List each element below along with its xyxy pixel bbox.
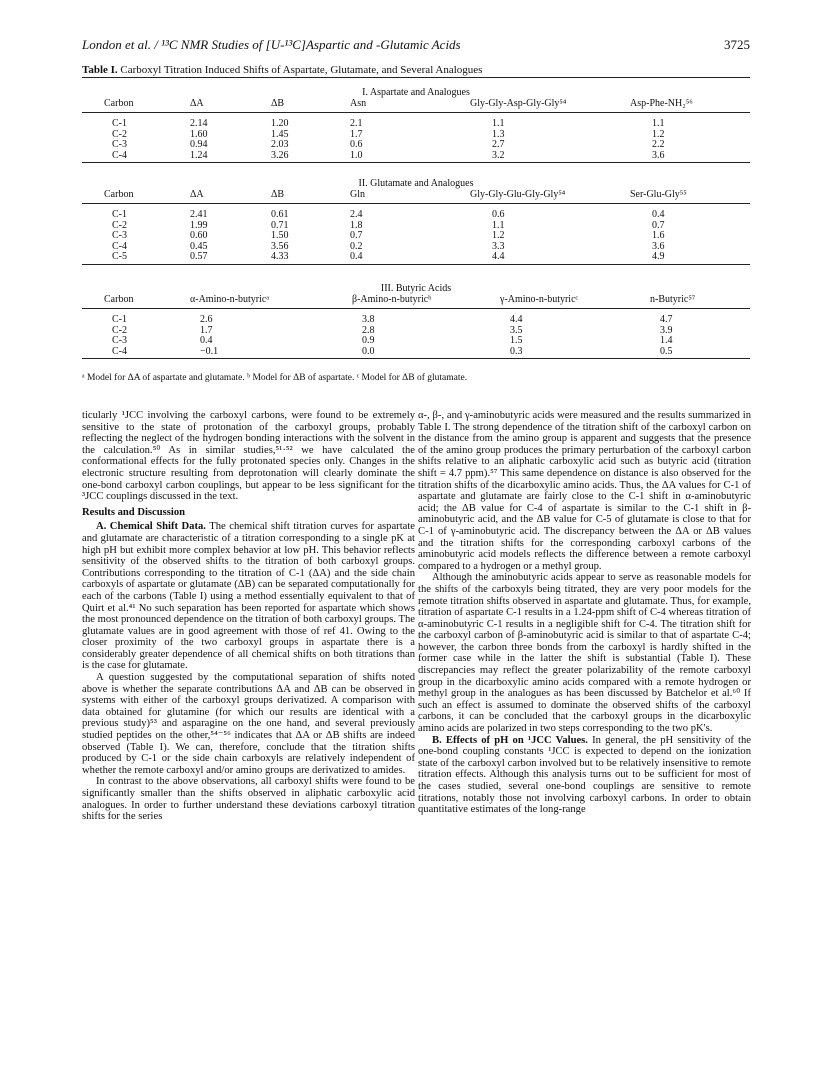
table-cell: 0.94	[190, 139, 208, 150]
table-row-label: C-4	[112, 345, 127, 357]
table-cell: 3.8	[362, 314, 375, 325]
table-cell: 1.45	[271, 128, 289, 140]
table-header-cell: Gly-Gly-Glu-Gly-Gly⁵⁴	[470, 189, 566, 200]
table-caption-label: Table I.	[82, 64, 118, 76]
table-cell: 2.1	[350, 118, 363, 129]
table-header-cell: Carbon	[104, 294, 134, 305]
table-cell: 4.9	[652, 251, 665, 262]
table-cell: 1.8	[350, 219, 363, 231]
table-section-title: II. Glutamate and Analogues	[358, 178, 474, 189]
table-cell: 4.7	[660, 314, 673, 325]
paragraph: ticularly ¹JCC involving the carboxyl carbons, were found to be extremely sensitive to the state of protonation of the carboxyl groups, probably reflecting the neglect of the hydrogen bonding interactions with the solvent in the calculation.⁵⁰ As in similar studies,⁵¹·⁵² we have calculated the conformational effects for the fully protonated species only. Changes in the electronic structure resulting from deprotonation will clearly dominate the one-bond carboxyl carbon couplings, but appear to be less significant for the ³JCC couplings discussed in the text.	[82, 410, 415, 503]
table-cell: 0.4	[350, 251, 363, 262]
table-cell: 3.26	[271, 149, 289, 161]
table-cell: 1.1	[492, 118, 505, 129]
table-section-title: III. Butyric Acids	[380, 283, 452, 294]
table-row-label: C-1	[112, 209, 127, 220]
table-cell: 2.4	[350, 209, 363, 220]
table-row-label: C-3	[112, 335, 127, 346]
table-cell: 1.0	[350, 149, 363, 161]
table-cell: 4.4	[510, 314, 523, 325]
table-rule	[82, 77, 750, 78]
table-cell: 0.9	[362, 335, 375, 346]
table-cell: 2.2	[652, 139, 665, 150]
table-cell: 0.45	[190, 240, 208, 252]
table-header-cell: Asn	[350, 98, 367, 109]
table-cell: 2.7	[492, 139, 505, 150]
table-cell: 3.5	[510, 324, 523, 336]
table-rule	[82, 203, 750, 204]
page-number: 3725	[724, 37, 750, 52]
table-cell: 2.6	[200, 314, 213, 325]
table-header-cell: Gly-Gly-Asp-Gly-Gly⁵⁴	[470, 98, 567, 109]
table-cell: 0.71	[271, 219, 289, 231]
paragraph-text: The chemical shift titration curves for aspartate and glutamate are characteristic of a titration corresponding to a single pK at high pH but exhibit more complex behavior at low pH. This behavior reflects sensitivity of the observed shifts to the titration of both carboxyl groups. Contributions corresponding to the titration of C-1 (ΔA) and the side chain carboxyls of aspartate or glutamate (ΔB) can be separated computationally for each of the carbons (Table I) using a method essentially equivalent to that of Quirt et al.⁴¹ No such separation has been reported for aspartate which shows the most pronounced dependence on the titration of both carboxyl groups. The glutamate values are in good agreement with those of ref 41. Owing to the closer proximity of the two carboxyl groups in aspartate there is a considerably greater dependence of all chemical shifts on both titrations than is the case for glutamate.	[82, 521, 415, 672]
table-cell: 0.2	[350, 240, 363, 252]
table-cell: 2.03	[271, 139, 289, 150]
table-header-cell: α-Amino-n-butyricᵃ	[190, 294, 270, 305]
table-cell: 0.7	[652, 219, 665, 231]
paragraph: Although the aminobutyric acids appear to serve as reasonable models for the shifts of the carboxyls being titrated, they are very poor models for the remote titration shifts observed in aspartate and glutamate. Thus, for example, titration of aspartate C-1 results in a 1.24-ppm shift of C-4 whereas titration of α-aminobutyric C-1 results in a negligible shift for C-4. The titration shift for the carboxyl carbon of β-aminobutyric acid is similar to that of aspartate C-4; however, the carbon three bonds from the carboxyl is hardly shifted in the former case while in the latter the shift is substantial (Table I). These discrepancies may reflect the greater polarizability of the remote carboxyl group in the dicarboxylic amino acids compared with a remote hydrogen or methyl group in the analogues as has been discussed by Batchelor et al.⁶⁰ If such an effect is assumed to dominate the observed shifts of the carboxyl carbons, it can be concluded that the carboxyl groups in the dicarboxylic amino acids are polarized in two steps corresponding to the two pK's.	[418, 572, 751, 735]
table-row-label: C-4	[112, 240, 127, 252]
right-column	[418, 410, 751, 816]
table-row-label: C-4	[112, 149, 127, 161]
table-rule	[82, 264, 750, 265]
table-cell: 0.61	[271, 209, 289, 220]
table-cell: 3.6	[652, 240, 665, 252]
table-cell: 0.6	[492, 209, 505, 220]
table-cell: 0.4	[200, 335, 213, 346]
table-cell: 1.50	[271, 230, 289, 241]
table-cell: 0.4	[652, 209, 665, 220]
table-cell: 1.6	[652, 230, 665, 241]
table-caption	[82, 64, 482, 76]
table-cell: 3.9	[660, 324, 673, 336]
table-header-cell: n-Butyric⁵⁷	[650, 294, 696, 305]
table-header-cell: γ-Amino-n-butyricᶜ	[500, 294, 579, 305]
table-cell: 1.3	[492, 128, 505, 140]
table-cell: 1.5	[510, 335, 523, 346]
table-row-label: C-3	[112, 230, 127, 241]
table-row-label: C-3	[112, 139, 127, 150]
running-header-title: London et al. / ¹³C NMR Studies of [U-¹³C]Aspartic and -Glutamic Acids	[82, 37, 461, 52]
table-section-title: I. Aspartate and Analogues	[362, 87, 470, 98]
table-cell: 1.24	[190, 149, 208, 161]
table-cell: 1.1	[652, 118, 665, 129]
table-cell: 3.6	[652, 149, 665, 161]
table-header-cell: ΔB	[271, 98, 285, 109]
table-row-label: C-2	[112, 219, 127, 231]
table-header-cell: Ser-Glu-Gly⁵⁵	[630, 189, 687, 200]
table-header-cell: Carbon	[104, 98, 134, 109]
table-cell: 2.8	[362, 324, 375, 336]
table-cell: 0.7	[350, 230, 363, 241]
table-cell: 2.14	[190, 118, 208, 129]
table-header-cell: Gln	[350, 189, 365, 200]
table-rule	[82, 308, 750, 309]
paragraph: In contrast to the above observations, all carboxyl shifts were found to be significantly smaller than the shifts observed in aliphatic carboxylic acid analogues. In order to further understand these deviations carboxyl titration shifts for the series	[82, 776, 415, 823]
table-rule	[82, 162, 750, 163]
table-header-cell: ΔA	[190, 98, 204, 109]
table-cell: 1.2	[652, 128, 665, 140]
table-header-cell: Carbon	[104, 189, 134, 200]
table-cell: 0.3	[510, 345, 523, 357]
table-cell: 3.56	[271, 240, 289, 252]
table-footnote: ᵃ Model for ΔA of aspartate and glutamate. ᵇ Model for ΔB of aspartate. ᶜ Model for ΔB of glutamate.	[82, 373, 468, 383]
table-caption-text: Carboxyl Titration Induced Shifts of Aspartate, Glutamate, and Several Analogues	[120, 64, 483, 76]
table-row-label: C-2	[112, 128, 127, 140]
table-cell: 0.0	[362, 345, 375, 357]
table-rule	[82, 112, 750, 113]
paragraph	[418, 735, 751, 816]
table-cell: 1.4	[660, 335, 673, 346]
table-cell: 1.20	[271, 118, 289, 129]
table-cell: 4.4	[492, 251, 505, 262]
table-header-cell: β-Amino-n-butyricᵇ	[352, 294, 432, 305]
table-cell: −0.1	[200, 345, 219, 357]
table-cell: 3.3	[492, 240, 505, 252]
table-cell: 1.60	[190, 128, 208, 140]
table-rule	[82, 358, 750, 359]
table-cell: 1.7	[350, 128, 363, 140]
subsection-heading: A. Chemical Shift Data.	[96, 521, 206, 533]
table-cell: 3.2	[492, 149, 505, 161]
table-cell: 0.5	[660, 345, 673, 357]
table-cell: 1.2	[492, 230, 505, 241]
table-cell: 1.1	[492, 219, 505, 231]
table-row-label: C-1	[112, 118, 127, 129]
table-header-cell: Asp-Phe-NH₂⁵⁶	[630, 98, 693, 109]
paragraph: α-, β-, and γ-aminobutyric acids were measured and the results summarized in Table I. The strong dependence of the titration shift of the carboxyl carbon on the distance from the amino group is apparent and suggests that the presence of the amino group produces the primary perturbation of the carboxyl carbon shifts relative to an aliphatic carboxylic acid such as butyric acid (titration shift = 4.7 ppm).⁵⁷ This same dependence on distance is also observed for the titration shifts of the dicarboxylic amino acids. Thus, the ΔA values for C-1 of aspartate and glutamate are fairly close to the C-1 shift in α-aminobutyric acid; the ΔB value for C-4 of aspartate is similar to the C-1 shift in β-aminobutyric acid, and the ΔB value for C-5 of glutamate is close to that for C-1 of γ-aminobutyric acid. The discrepancy between the ΔA or ΔB values and the titration shifts for the corresponding carboxyl carbons of the aminobutyric acid models reflects the difference between a remote carboxyl compared to a hydrogen or a methyl group.	[418, 410, 751, 572]
section-heading: Results and Discussion	[82, 506, 186, 518]
table-cell: 4.33	[271, 251, 289, 262]
subsection-heading: B. Effects of pH on ¹JCC Values.	[432, 734, 588, 746]
table-header-cell: ΔB	[271, 189, 285, 200]
left-column	[82, 410, 415, 823]
table-header-cell: ΔA	[190, 189, 204, 200]
paragraph: A question suggested by the computational separation of shifts noted above is whether the separate contributions ΔA and ΔB can be observed in systems with either of the carboxyl groups derivatized. A comparison with data obtained for glutamine (for which our results are identical with a previous study)⁵³ and asparagine on the one hand, and several previously studied peptides on the other,⁵⁴⁻⁵⁶ indicates that ΔA or ΔB shifts are indeed observed (Table I). We can, therefore, conclude that the titration shifts produced by C-1 or the side chain carboxyls are relatively independent of whether the remote carboxyl and/or amino groups are derivatized to amides.	[82, 672, 415, 776]
table-cell: 0.6	[350, 139, 363, 150]
table-cell: 1.7	[200, 324, 213, 336]
paragraph	[82, 521, 415, 672]
table-cell: 0.57	[190, 251, 208, 262]
table-row-label: C-1	[112, 314, 127, 325]
table-row-label: C-2	[112, 324, 127, 336]
table-cell: 0.60	[190, 230, 208, 241]
table-cell: 2.41	[190, 209, 208, 220]
table-cell: 1.99	[190, 219, 208, 231]
table-row-label: C-5	[112, 251, 127, 262]
paragraph-text: In general, the pH sensitivity of the one-bond coupling constants ¹JCC is expected to depend on the ionization state of the carboxyl carbon involved but to be relatively insensitive to remote titration effects. Although this analysis turns out to be sufficient for most of the cases studied, several one-bond couplings are sensitive to remote titrations, notably those not involving carboxyl carbons. In order to obtain quantitative estimates of the long-range	[418, 734, 751, 816]
